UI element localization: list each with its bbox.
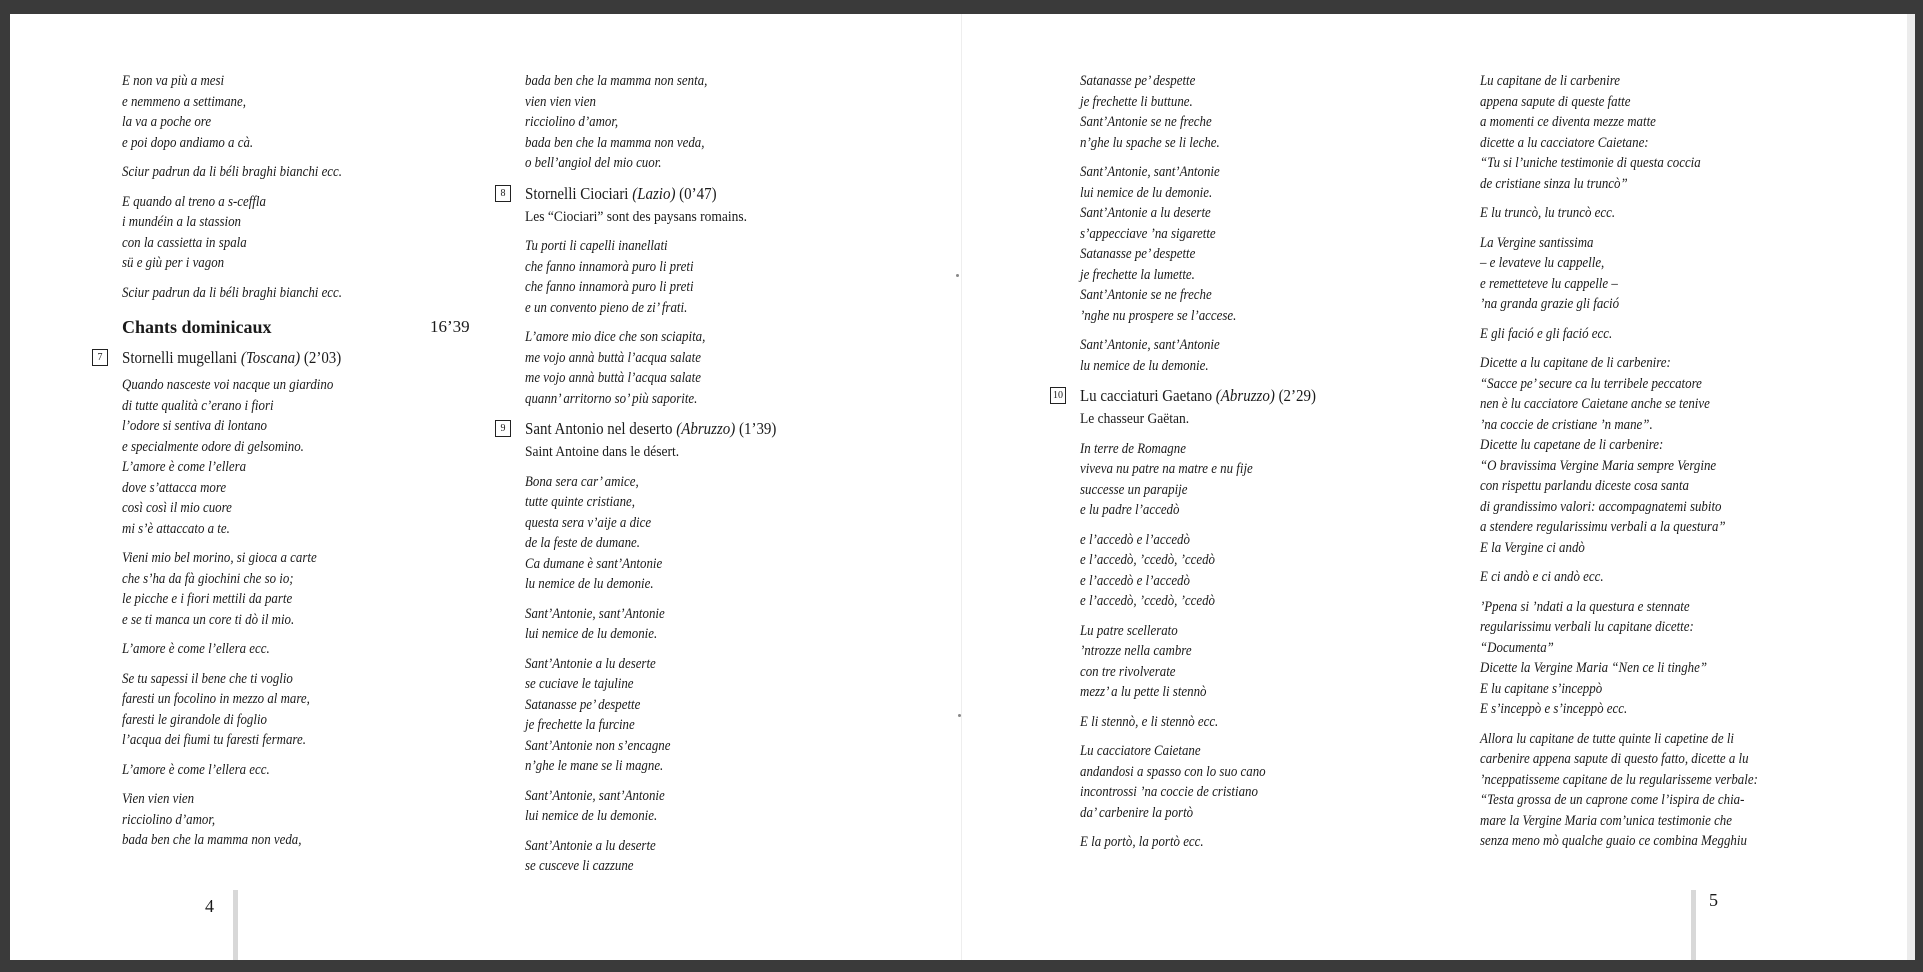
verse-line: Lu patre scellerato [1080,622,1178,639]
verse-line: ’Ppena si ’ndati a la questura e stennate [1480,598,1690,615]
track-title: Stornelli mugellani (Toscana) (2’03) [122,348,342,367]
verse-line: Dicette la Vergine Maria “Nen ce li tinghe” [1480,660,1708,676]
verse-block [1080,832,1348,853]
verse-line: da’ carbenire la portò [1080,804,1194,821]
page-edge-bar [233,890,238,960]
verse-block [1080,621,1348,703]
verse-line: ’na coccie de cristiane ’n mane”. [1480,416,1653,433]
booklet-spread [10,14,1915,960]
section-heading [122,315,470,339]
verse-line: E lu truncò, lu truncò ecc. [1480,205,1616,221]
verse-line: le picche e i fiori mettili da parte [122,591,293,607]
verse-line: Tu porti li capelli inanellati [525,238,668,254]
verse-block [122,71,378,153]
track-heading-9 [500,418,811,440]
verse-line: andandosi a spasso con lo suo cano [1080,763,1266,780]
verse-line: e l’accedò, ’ccedò, ’ccedò [1080,593,1216,609]
verse-block [1480,324,1803,345]
verse-block [1480,233,1803,315]
verse-line: e lu padre l’accedò [1080,502,1180,518]
verse-line: e se ti manca un core ti dò il mio. [122,611,295,628]
verse-line: Sant’Antonie se ne freche [1080,114,1212,130]
verse-line: lui nemice de lu demonie. [525,626,658,642]
verse-line: ’ntrozze nella cambre [1080,643,1192,659]
verse-block [1080,530,1348,612]
verse-block [122,548,378,630]
verse-line: Quando nasceste voi nacque un giardino [122,377,334,393]
verse-line: che s’ha da fà giochini che so io; [122,570,294,587]
verse-line: L’amore è come l’ellera ecc. [122,761,270,778]
verse-line: lu nemice de lu demonie. [525,576,654,592]
verse-line: la va a poche ore [122,114,212,130]
track-subtitle: Les “Ciociari” sont des paysans romains. [525,208,747,225]
verse-block [1080,712,1348,733]
verse-line: che fanno innamorà puro li preti [525,279,694,295]
verse-line: dove s’attacca more [122,479,227,496]
verse-line: Sant’Antonie a lu deserte [1080,205,1211,221]
verse-block [1080,71,1348,153]
verse-line: Sant’Antonie non s’encagne [525,737,671,754]
verse-line: ’nghe nu prospere se l’accese. [1080,307,1237,324]
verse-line: bada ben che la mamma non veda, [122,832,302,848]
verse-block [1480,597,1803,720]
track-heading-8 [500,183,811,205]
verse-line: tutte quinte cristiane, [525,494,635,510]
section-duration: 16’39 [430,317,470,336]
verse-line: Sciur padrun da li béli braghi bianchi ecc. [122,284,342,301]
column-1 [97,71,470,860]
verse-line: se cuciave le tajuline [525,676,634,692]
verse-line: Lu cacciatore Caietane [1080,743,1201,759]
verse-line: e poi dopo andiamo a cà. [122,134,254,151]
verse-line: Bona sera car’ amice, [525,473,639,490]
verse-line: Se tu sapessi il bene che ti voglio [122,670,293,687]
verse-line: i mundéin a la stassion [122,214,241,230]
verse-line: E lu capitane s’inceppò [1480,680,1603,697]
verse-line: E la portò, la portò ecc. [1080,834,1204,850]
verse-line: mi s’è attaccato a te. [122,520,230,537]
verse-block [122,192,378,274]
verse-line: – e levateve lu cappelle, [1480,255,1605,271]
track-heading-7 [97,347,378,369]
verse-block [122,375,378,539]
verse-block [122,283,378,304]
verse-line: L’amore mio dice che son sciapita, [525,329,706,345]
verse-line: je frechette la lumette. [1080,266,1195,283]
verse-line: Sant’Antonie, sant’Antonie [525,787,665,804]
column-3 [1053,71,1348,862]
track-title: Sant Antonio nel deserto (Abruzzo) (1’39) [525,419,777,438]
verse-line: successe un parapije [1080,481,1188,498]
verse-line: Sant’Antonie, sant’Antonie [1080,164,1220,180]
verse-line: che fanno innamorà puro li preti [525,258,694,275]
track-number-box: 7 [92,349,108,366]
verse-line: je frechette la furcine [525,717,635,733]
verse-line: Ca dumane è sant’Antonie [525,555,663,572]
verse-line: e remetteteve lu cappelle – [1480,275,1618,292]
verse-line: Vien vien vien [122,791,195,807]
verse-block [1080,741,1348,823]
verse-line: La Vergine santissima [1480,234,1594,251]
verse-line: lui nemice de lu demonie. [525,808,658,824]
verse-line: Satanasse pe’ despette [1080,73,1196,89]
verse-line: e l’accedò, ’ccedò, ’ccedò [1080,552,1216,568]
verse-line: Sant’Antonie a lu deserte [525,655,656,672]
verse-line: ’nceppatisseme capitane de lu regularisseme verbale: [1480,771,1758,788]
verse-line: Sant’Antonie, sant’Antonie [525,605,665,622]
verse-line: de la feste de dumane. [525,535,640,551]
verse-line: carbenire appena sapute di questo fatto, dicette a lu [1480,751,1749,767]
verse-line: se cusceve li cazzune [525,858,634,874]
verse-line: faresti un focolino in mezzo al mare, [122,691,310,707]
verse-line: così così il mio cuore [122,500,232,516]
verse-block [1080,335,1348,376]
verse-line: Allora lu capitane de tutte quinte li capetine de li [1480,730,1735,747]
track-heading-10 [1053,385,1348,407]
verse-line: “Sacce pe’ secure ca lu terribele peccatore [1480,375,1702,392]
verse-line: L’amore è come l’ellera [122,459,247,475]
verse-block [1480,567,1803,588]
section-title: Chants dominicaux [122,317,272,337]
track-title: Lu cacciaturi Gaetano (Abruzzo) (2’29) [1080,386,1316,405]
verse-block [122,162,378,183]
scan-speck [958,714,961,717]
verse-line: l’odore si sentiva di lontano [122,418,268,434]
verse-line: o bell’angiol del mio cuor. [525,155,662,171]
verse-line: mezz’ a lu pette li stennò [1080,684,1207,700]
verse-line: “Testa grossa de un caprone come l’ispira de chia- [1480,792,1745,808]
verse-block [525,472,811,595]
verse-line: con la cassietta in spala [122,234,247,251]
verse-line: Lu capitane de li carbenire [1480,73,1620,89]
verse-line: mare la Vergine Maria com’unica testimonie che [1480,812,1732,829]
verse-block [122,760,378,781]
column-2 [500,71,811,886]
verse-line: Vieni mio bel morino, si gioca a carte [122,550,317,566]
track-number-box: 10 [1050,387,1066,404]
verse-line: vien vien vien [525,93,596,110]
verse-line: In terre de Romagne [1080,440,1186,457]
verse-line: e specialmente odore di gelsomino. [122,438,304,455]
verse-block [1080,162,1348,326]
verse-line: L’amore è come l’ellera ecc. [122,641,270,657]
verse-line: l’acqua dei fiumi tu faresti fermare. [122,732,306,748]
page-number: 4 [205,896,214,916]
verse-line: “O bravissima Vergine Maria sempre Vergine [1480,457,1717,474]
verse-block [525,786,811,827]
verse-line: quann’ arritorno so’ più saporite. [525,390,698,407]
verse-line: di tutte qualità c’erano i fiori [122,397,274,414]
verse-line: lui nemice de lu demonie. [1080,184,1213,201]
verse-line: bada ben che la mamma non veda, [525,134,705,151]
verse-block [122,789,378,851]
verse-line: Dicette a lu capitane de li carbenire: [1480,355,1671,371]
verse-line: “Documenta” [1480,639,1554,656]
track-title: Stornelli Ciociari (Lazio) (0’47) [525,183,717,203]
verse-block [1080,439,1348,521]
verse-block [1480,729,1803,852]
verse-line: ricciolino d’amor, [122,811,216,828]
verse-line: n’ghe le mane se li magne. [525,758,664,774]
verse-line: ’na granda grazie gli fació [1480,296,1620,312]
verse-line: questa sera v’aije a dice [525,514,652,531]
verse-block [1480,71,1803,194]
page-edge-bar [1691,890,1696,960]
verse-line: me vojo annà buttà l’acqua salate [525,370,701,386]
verse-line: E quando al treno a s-ceffla [122,193,266,210]
track-subtitle: Le chasseur Gaëtan. [1080,411,1190,427]
verse-line: je frechette li buttune. [1080,93,1193,110]
verse-line: Sant’Antonie a lu deserte [525,837,656,854]
verse-line: E non va più a mesi [122,73,225,89]
verse-line: a momenti ce diventa mezze matte [1480,114,1656,130]
verse-line: E gli fació e gli fació ecc. [1480,325,1613,342]
verse-line: n’ghe lu spache se li leche. [1080,134,1220,151]
track-number-box: 8 [495,185,511,202]
verse-line: incontrossi ’na coccie de cristiano [1080,784,1258,800]
verse-line: me vojo annà buttà l’acqua salate [525,349,701,366]
verse-line: E li stennò, e li stennò ecc. [1080,713,1219,730]
verse-line: bada ben che la mamma non senta, [525,73,708,89]
verse-line: e l’accedò e l’accedò [1080,572,1190,589]
verse-block [1480,203,1803,224]
column-4 [1480,71,1803,861]
verse-line: con rispettu parlandu diceste cosa santa [1480,478,1689,494]
track-subtitle: Saint Antoine dans le désert. [525,444,680,460]
verse-line: di grandissimo valori: accompagnatemi subito [1480,498,1722,515]
verse-block [525,71,811,174]
verse-line: E s’inceppò e s’inceppò ecc. [1480,701,1628,717]
verse-line: Sciur padrun da li béli braghi bianchi ecc. [122,164,342,180]
verse-line: s’appecciave ’na sigarette [1080,225,1216,242]
verse-block [525,327,811,409]
verse-line: viveva nu patre na matre e nu fije [1080,461,1253,477]
verse-line: E la Vergine ci andò [1480,539,1585,556]
verse-block [525,236,811,318]
verse-line: Sant’Antonie se ne freche [1080,287,1212,303]
verse-line: con tre rivolverate [1080,663,1176,680]
verse-block [122,669,378,751]
verse-line: a stendere regularissimu verbali a la questura” [1480,519,1726,535]
verse-line: e nemmeno a settimane, [122,93,246,110]
verse-line: Dicette lu capetane de li carbenire: [1480,437,1664,453]
verse-line: sü e giù per i vagon [122,255,225,271]
verse-line: Satanasse pe’ despette [525,696,641,713]
verse-line: dicette a lu cacciatore Caietane: [1480,134,1649,151]
verse-line: appena sapute di queste fatte [1480,93,1631,110]
verse-block [525,604,811,645]
verse-line: nen è lu cacciatore Caietane anche se tenive [1480,396,1710,412]
verse-line: lu nemice de lu demonie. [1080,357,1209,374]
track-number-box: 9 [495,420,511,437]
verse-line: Satanasse pe’ despette [1080,246,1196,262]
verse-block [1480,353,1803,558]
verse-line: “Tu si l’uniche testimonie di questa coccia [1480,155,1701,171]
scan-speck [956,274,959,277]
page-edge-shadow [1907,14,1915,960]
verse-line: regularissimu verbali lu capitane dicette: [1480,619,1694,635]
left-page [10,14,962,960]
page-number: 5 [1709,890,1718,910]
verse-line: e l’accedò e l’accedò [1080,531,1190,548]
verse-block [122,639,378,660]
verse-line: senza meno mò qualche guaio ce combina Megghiu [1480,833,1747,849]
right-page [962,14,1915,960]
verse-line: de cristiane sinza lu truncò” [1480,175,1628,192]
verse-line: faresti le girandole di foglio [122,711,268,728]
verse-line: ricciolino d’amor, [525,114,619,130]
verse-block [525,654,811,777]
verse-line: Sant’Antonie, sant’Antonie [1080,337,1220,353]
verse-block [525,836,811,877]
verse-line: E ci andò e ci andò ecc. [1480,569,1604,585]
verse-line: e un convento pieno de zi’ frati. [525,299,688,316]
